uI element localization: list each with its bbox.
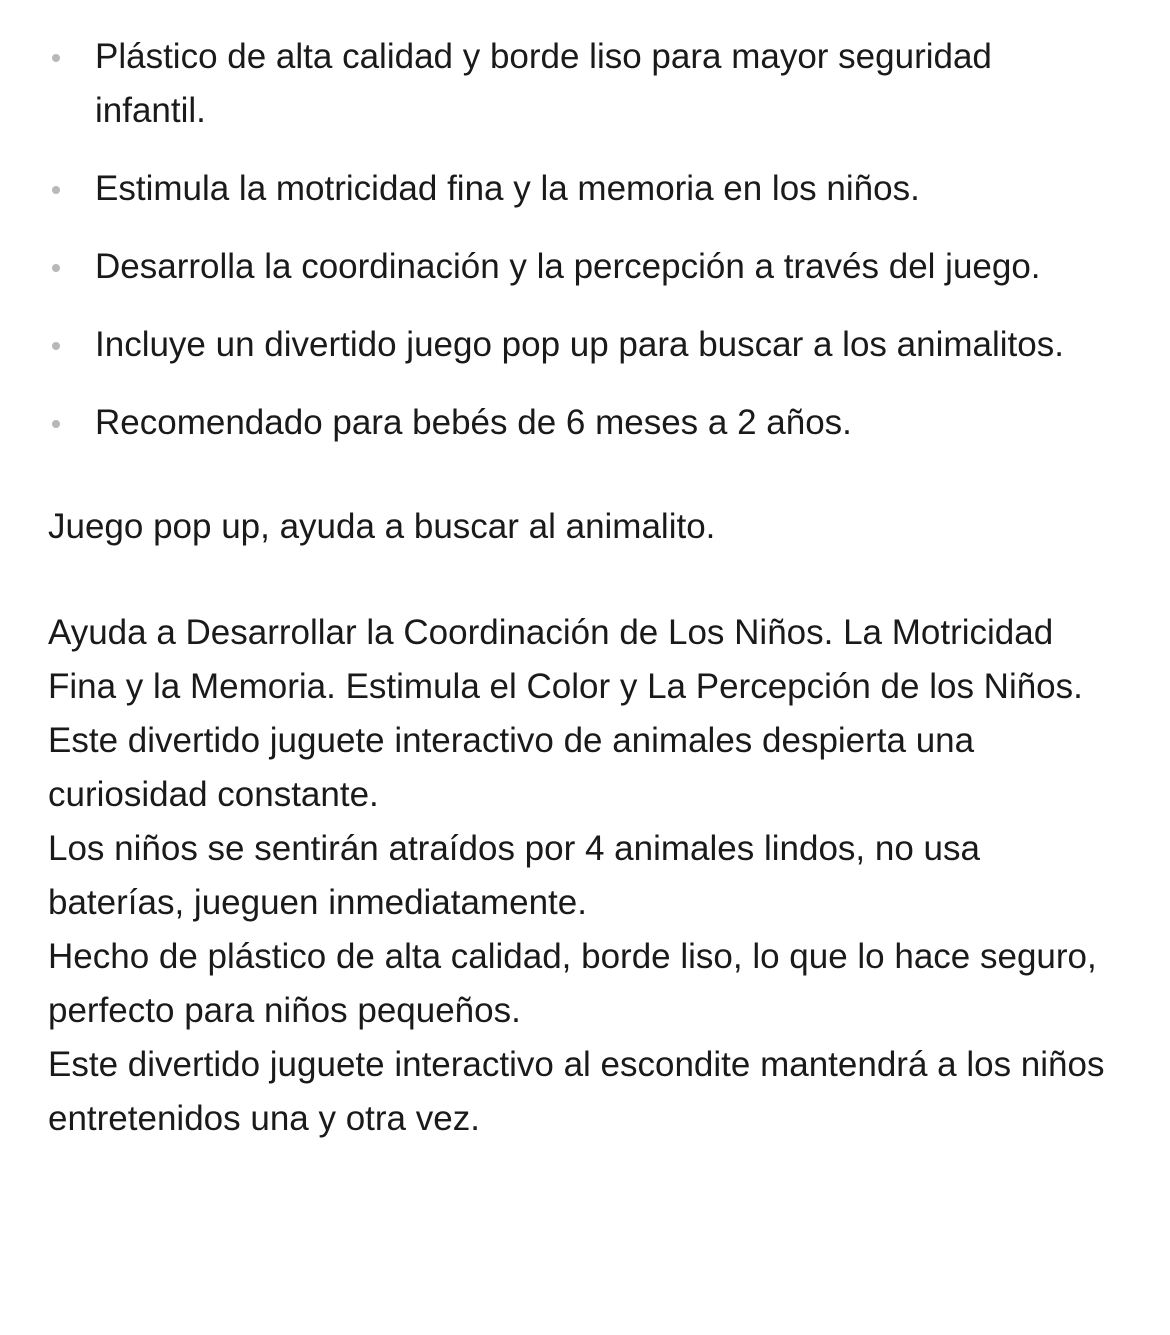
bullet-icon [52,264,60,272]
feature-list [48,30,1110,450]
description-line: Este divertido juguete interactivo al escondite mantendrá a los niños entretenidos una y otra vez. [48,1045,1105,1138]
feature-item [48,240,1110,294]
description-paragraph [48,606,1110,1146]
bullet-icon [52,54,60,62]
feature-item [48,318,1110,372]
feature-text: Plástico de alta calidad y borde liso para mayor seguridad infantil. [95,37,992,130]
feature-text: Recomendado para bebés de 6 meses a 2 años. [95,403,852,442]
feature-item [48,162,1110,216]
feature-text: Desarrolla la coordinación y la percepción a través del juego. [95,247,1041,286]
intro-paragraph: Juego pop up, ayuda a buscar al animalito. [48,507,716,546]
description-line: Ayuda a Desarrollar la Coordinación de Los Niños. La Motricidad Fina y la Memoria. Estimula el Color y La Percepción de los Niños. [48,613,1083,706]
feature-item [48,30,1110,138]
description-line: Hecho de plástico de alta calidad, borde liso, lo que lo hace seguro, perfecto para niños pequeños. [48,937,1097,1030]
feature-item [48,396,1110,450]
bullet-icon [52,420,60,428]
description-line: Este divertido juguete interactivo de animales despierta una curiosidad constante. [48,721,975,814]
feature-text: Incluye un divertido juego pop up para buscar a los animalitos. [95,325,1064,364]
bullet-icon [52,186,60,194]
feature-text: Estimula la motricidad fina y la memoria en los niños. [95,169,920,208]
bullet-icon [52,342,60,350]
description-line: Los niños se sentirán atraídos por 4 animales lindos, no usa baterías, jueguen inmediatamente. [48,829,980,922]
